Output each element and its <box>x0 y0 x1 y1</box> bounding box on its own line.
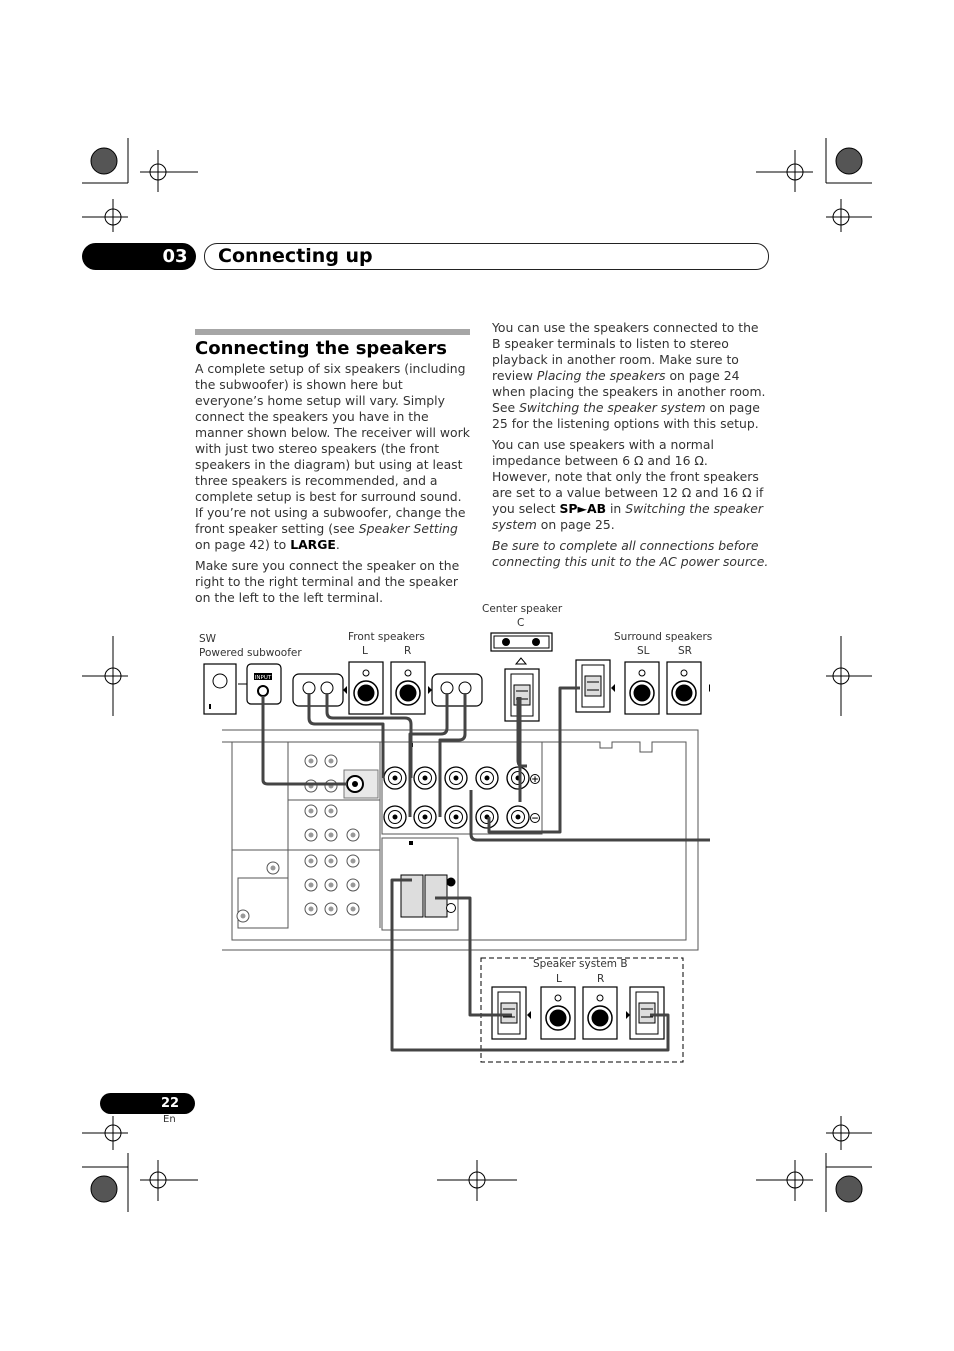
surround-sr-label: SR <box>678 645 692 657</box>
text-run: on page 25. <box>536 517 615 532</box>
front-l-label: L <box>362 645 368 657</box>
page-language: En <box>163 1114 176 1125</box>
crossref-speaker-setting: Speaker Setting <box>358 521 458 536</box>
text-run: You can use speakers with a normal impedance between 6 Ω and 16 Ω. However, note that only the front speakers are set to a value between 12 Ω and 16 Ω if you select <box>492 437 764 516</box>
text-run: on page 42) to <box>195 537 291 552</box>
right-column <box>492 320 770 575</box>
system-b-l-label: L <box>556 973 562 985</box>
crossref-placing-speakers: Placing the speakers <box>536 368 666 383</box>
text-run: A complete setup of six speakers (including the subwoofer) is shown here but everyone’s home setup will vary. Simply connect the speakers you have in the manner shown below. The receiver will work with just two stereo speakers (the front speakers in the diagram) but using at least three speakers is recommended, and a complete setup is best for surround sound. If you’re not using a subwoofer, change the front speaker setting (see <box>195 361 470 536</box>
chapter-title: Connecting up <box>218 245 373 267</box>
sw-label: SW <box>199 633 217 645</box>
right-paragraph-3 <box>492 538 770 570</box>
surround-sl-label: SL <box>637 645 650 657</box>
speaker-system-b-label: Speaker system B <box>533 958 628 970</box>
front-speakers-label: Front speakers <box>348 631 425 643</box>
right-paragraph-1 <box>492 320 770 432</box>
surround-speakers-label: Surround speakers <box>614 631 713 643</box>
crossref-switching-system: Switching the speaker system <box>492 501 764 532</box>
center-c-label: C <box>517 617 525 629</box>
left-paragraph-2: Make sure you connect the speaker on the right to the right terminal and the speaker on the left to the left terminal. <box>195 558 460 605</box>
text-run: on page 25 for the listening options with this setup. <box>492 400 760 431</box>
minus-symbol: − <box>531 814 539 824</box>
system-b-r-label: R <box>597 973 605 985</box>
setting-large: LARGE <box>290 537 336 552</box>
page-number: 22 <box>160 1096 180 1111</box>
left-paragraph-1 <box>195 361 473 553</box>
right-paragraph-2 <box>492 437 770 533</box>
text-run: . <box>335 537 340 552</box>
text-run: in <box>606 501 626 516</box>
section-rule <box>195 329 470 335</box>
text-run: You can use the speakers connected to the B speaker terminals to listen to stereo playback in another room. Make sure to review <box>492 320 759 383</box>
left-column <box>195 361 473 611</box>
warning-note: Be sure to complete all connections before connecting this unit to the AC power source. <box>492 538 769 569</box>
sw-input-label: INPUT <box>254 675 272 681</box>
chapter-number: 03 <box>162 246 188 267</box>
front-r-label: R <box>404 645 412 657</box>
plus-symbol: + <box>531 775 539 785</box>
text-run: on page 24 when placing the speakers in another room. See <box>492 368 766 415</box>
sw-sub-label: Powered subwoofer <box>199 647 302 659</box>
center-speaker-label: Center speaker <box>482 603 563 615</box>
setting-sp-ab: SP►AB <box>559 501 607 516</box>
crossref-switching-system: Switching the speaker system <box>519 400 706 415</box>
section-title: Connecting the speakers <box>195 338 447 359</box>
speaker-connection-diagram <box>190 630 713 1070</box>
